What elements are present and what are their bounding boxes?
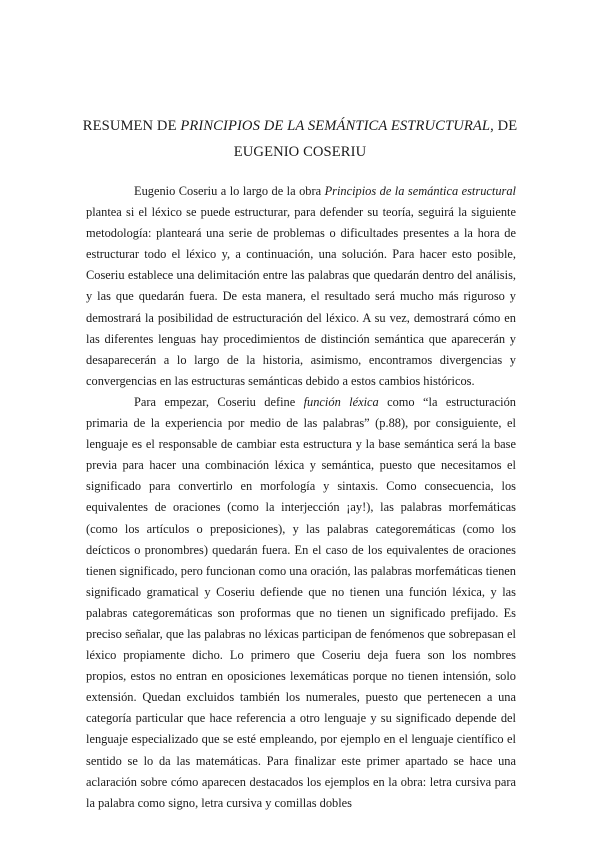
paragraph-1 — [86, 181, 516, 392]
document-title — [60, 113, 540, 165]
paragraph-2-term: función léxica — [303, 394, 379, 409]
title-book-name: PRINCIPIOS DE LA SEMÁNTICA ESTRUCTURAL — [180, 118, 491, 134]
paragraph-2-text-a: Para empezar, Coseriu define — [134, 394, 304, 409]
title-text-end: , DE EUGENIO COSERIU — [233, 118, 518, 160]
paragraph-1-text-b: plantea si el léxico se puede estructurar, para defender su teoría, seguirá la siguiente metodología: planteará una serie de problemas o dificultades presentes a la hora de estructurar todo el léxico y, a continuación, una solución. Para hacer esto posible, Coseriu establece una delimitación entre las palabras que quedarán dentro del análisis, y las que quedarán fuera. De esta manera, el resultado será mucho más riguroso y demostrará la posibilidad de estructuración del léxico. A su vez, demostrará cómo en las diferentes lenguas hay procedimientos de distinción semántica que aparecerán y desaparecerán a lo largo de la historia, asimismo, encontramos divergencias y convergencias en las estructuras semánticas debido a estos cambios históricos. — [86, 205, 516, 388]
paragraph-1-text-a: Eugenio Coseriu a lo largo de la obra — [134, 184, 325, 198]
paragraph-1-book-title: Principios de la semántica estructural — [324, 184, 516, 198]
document-body — [86, 181, 516, 814]
paragraph-2-text-b: como “la estructuración primaria de la experiencia por medio de las palabras” (p.88), por consiguiente, el lenguaje es el responsable de cambiar esta estructura y la base semántica será la base previa para hacer una combinación léxica y semántica, puesto que necesitamos el significado para convertirlo en morfología y sintaxis. Como consecuencia, los equivalentes de oraciones (como la interjección ¡ay!), las palabras morfemáticas (como los artículos o preposiciones), y las palabras categoremáticas (como los deícticos o pronombres) quedarán fuera. En el caso de los equivalentes de oraciones tienen significado, pero funcionan como una oración, las palabras morfemáticas tienen significado gramatical y Coseriu defiende que no tienen una función léxica, y las palabras categoremáticas son proformas que no tienen un significado prefijado. Es preciso señalar, que las palabras no léxicas participan de fenómenos que sobrepasan el léxico propiamente dicho. Lo primero que Coseriu deja fuera son los nombres propios, estos no entran en oposiciones lexemáticas porque no tienen intensión, solo extensión. Quedan excluidos también los numerales, puesto que pertenecen a una categoría particular que hace referencia a otro lenguaje y su significado depende del lenguaje especializado que se esté empleando, por ejemplo en el lenguaje científico el sentido se lo da las matemáticas. Para finalizar este primer apartado se hace una aclaración sobre cómo aparecen destacados los ejemplos en la obra: letra cursiva para la palabra como signo, letra cursiva y comillas dobles — [86, 394, 516, 810]
paragraph-2 — [86, 392, 516, 814]
title-text-start: RESUMEN DE — [82, 118, 181, 134]
